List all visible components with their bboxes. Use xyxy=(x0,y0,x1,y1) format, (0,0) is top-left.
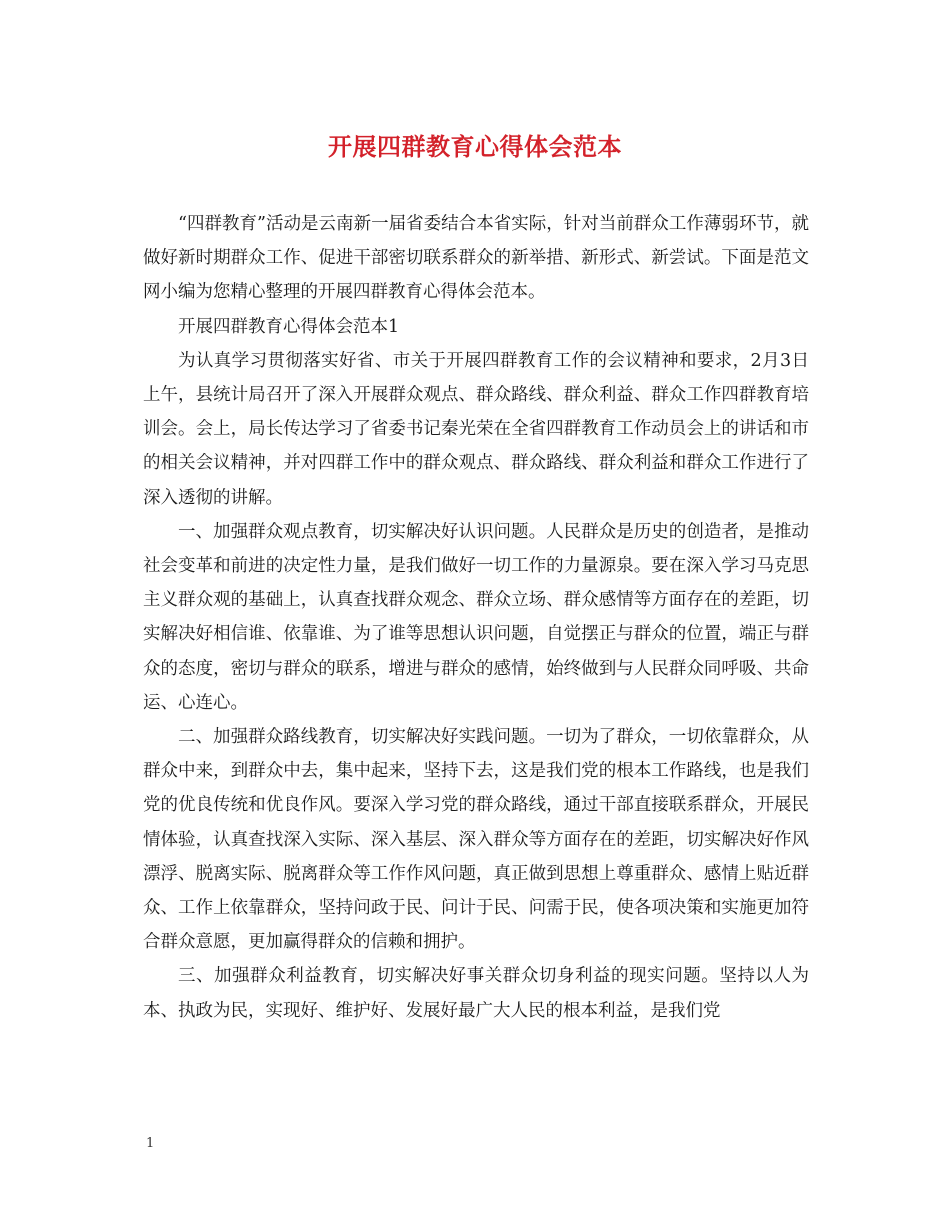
document-body xyxy=(143,207,809,1028)
body-paragraph: 一、加强群众观点教育，切实解决好认识问题。人民群众是历史的创造者，是推动社会变革和前进的决定性力量，是我们做好一切工作的力量源泉。要在深入学习马克思主义群众观的基础上，认真查找群众观念、群众立场、群众感情等方面存在的差距，切实解决好相信谁、依靠谁、为了谁等思想认识问题，自觉摆正与群众的位置，端正与群众的态度，密切与群众的联系，增进与群众的感情，始终做到与人民群众同呼吸、共命运、心连心。 xyxy=(143,521,809,713)
body-paragraph: 三、加强群众利益教育，切实解决好事关群众切身利益的现实问题。坚持以人为本、执政为民，实现好、维护好、发展好最广大人民的根本利益，是我们党 xyxy=(143,966,809,1021)
document-title: 开展四群教育心得体会范本 xyxy=(328,132,622,161)
body-paragraph: 二、加强群众路线教育，切实解决好实践问题。一切为了群众，一切依靠群众，从群众中来，到群众中去，集中起来，坚持下去，这是我们党的根本工作路线，也是我们党的优良传统和优良作风。要深入学习党的群众路线，通过干部直接联系群众，开展民情体验，认真查找深入实际、深入基层、深入群众等方面存在的差距，切实解决好作风漂浮、脱离实际、脱离群众等工作作风问题，真正做到思想上尊重群众、感情上贴近群众、工作上依靠群众，坚持问政于民、问计于民、问需于民，使各项决策和实施更加符合群众意愿，更加赢得群众的信赖和拥护。 xyxy=(143,727,809,953)
section-heading: 开展四群教育心得体会范本1 xyxy=(178,316,400,337)
intro-paragraph: “四群教育”活动是云南新一届省委结合本省实际，针对当前群众工作薄弱环节，就做好新时期群众工作、促进干部密切联系群众的新举措、新形式、新尝试。下面是范文网小编为您精心整理的开展四群教育心得体会范本。 xyxy=(143,214,809,303)
body-paragraph: 为认真学习贯彻落实好省、市关于开展四群教育工作的会议精神和要求，2月3日上午，县统计局召开了深入开展群众观点、群众路线、群众利益、群众工作四群教育培训会。会上，局长传达学习了省委书记秦光荣在全省四群教育工作动员会上的讲话和市的相关会议精神，并对四群工作中的群众观点、群众路线、群众利益和群众工作进行了深入透彻的讲解。 xyxy=(143,350,809,508)
page-number: 1 xyxy=(146,1136,155,1151)
